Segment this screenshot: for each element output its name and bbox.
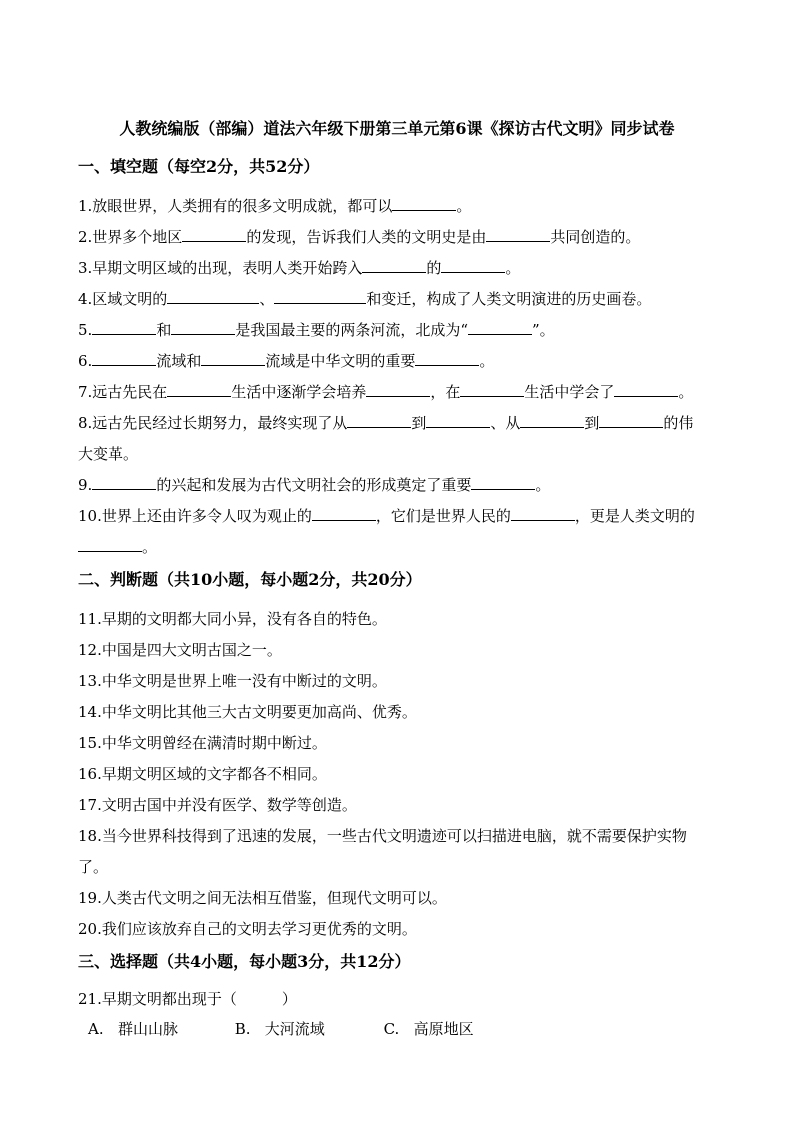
- option-text: 高原地区: [413, 1020, 474, 1038]
- question-text: 生活中逐渐学会培养: [231, 383, 367, 401]
- question-text: 。: [142, 538, 158, 556]
- question-text: 1.放眼世界，人类拥有的很多文明成就，都可以: [78, 197, 393, 215]
- answer-blank[interactable]: [312, 506, 376, 521]
- answer-blank[interactable]: [468, 320, 532, 335]
- question-text: 流域和: [156, 352, 202, 370]
- question-text: 3.早期文明区域的出现，表明人类开始跨入: [78, 259, 363, 277]
- judge-question: 18.当今世界科技得到了迅速的发展，一些古代文明遗迹可以扫描进电脑，就不需要保护实物: [78, 827, 687, 845]
- question-text: 8.远古先民经过长期努力，最终实现了从: [78, 414, 348, 432]
- question-text: 流域是中华文明的重要: [265, 352, 416, 370]
- page-title: 人教统编版（部编）道法六年级下册第三单元第6课《探访古代文明》同步试卷: [119, 119, 675, 138]
- question-text: 和: [156, 321, 172, 339]
- judge-question: 17.文明古国中并没有医学、数学等创造。: [78, 796, 357, 814]
- question-text: 的: [426, 259, 442, 277]
- answer-blank[interactable]: [92, 475, 156, 490]
- question-10: [78, 505, 695, 526]
- question-10-continued: [78, 536, 157, 557]
- question-7: [78, 381, 693, 402]
- question-text: 是我国最主要的两条河流，北成为“: [235, 321, 468, 339]
- question-text: 的伟: [663, 414, 694, 432]
- question-text: 。: [678, 383, 694, 401]
- section-heading-judge: 二、判断题（共10小题，每小题2分，共20分）: [78, 570, 422, 589]
- option-text: 大河流域: [264, 1020, 325, 1038]
- answer-blank[interactable]: [167, 289, 259, 304]
- question-text: 。: [456, 197, 472, 215]
- question-text: 2.世界多个地区: [78, 228, 183, 246]
- question-5: [78, 319, 555, 340]
- question-text: 共同创造的。: [550, 228, 641, 246]
- answer-blank[interactable]: [520, 413, 584, 428]
- question-text: 10.世界上还由许多令人叹为观止的: [78, 507, 312, 525]
- answer-blank[interactable]: [392, 196, 456, 211]
- answer-blank[interactable]: [614, 382, 678, 397]
- answer-blank[interactable]: [182, 227, 246, 242]
- answer-blank[interactable]: [366, 382, 430, 397]
- question-8-continued: 大变革。: [78, 445, 139, 463]
- question-text: 。: [535, 476, 551, 494]
- answer-blank[interactable]: [511, 506, 575, 521]
- judge-question: 19.人类古代文明之间无法相互借鉴，但现代文明可以。: [78, 889, 447, 907]
- answer-blank[interactable]: [274, 289, 366, 304]
- judge-question: 16.早期文明区域的文字都各不相同。: [78, 765, 327, 783]
- answer-blank[interactable]: [415, 351, 479, 366]
- section-heading-choice: 三、选择题（共4小题，每小题3分，共12分）: [78, 952, 411, 971]
- question-text: 、从: [490, 414, 521, 432]
- judge-question: 13.中华文明是世界上唯一没有中断过的文明。: [78, 672, 387, 690]
- answer-blank[interactable]: [441, 258, 505, 273]
- choice-options: [88, 1018, 474, 1039]
- judge-question: 15.中华文明曾经在满清时期中断过。: [78, 734, 327, 752]
- question-6: [78, 350, 494, 371]
- option-b[interactable]: [235, 1018, 379, 1039]
- section-heading-fill: 一、填空题（每空2分，共52分）: [78, 157, 320, 176]
- question-text: 和变迁，构成了人类文明演进的历史画卷。: [366, 290, 652, 308]
- answer-blank[interactable]: [92, 320, 156, 335]
- answer-blank[interactable]: [201, 351, 265, 366]
- question-2: [78, 226, 640, 247]
- question-text: 的发现，告诉我们人类的文明史是由: [246, 228, 487, 246]
- question-1: [78, 195, 471, 216]
- answer-blank[interactable]: [78, 537, 142, 552]
- answer-blank[interactable]: [92, 351, 156, 366]
- question-text: ，在: [430, 383, 461, 401]
- question-text: 到: [584, 414, 600, 432]
- option-text: 群山山脉: [118, 1020, 179, 1038]
- answer-blank[interactable]: [599, 413, 663, 428]
- judge-question: 14.中华文明比其他三大古文明要更加高尚、优秀。: [78, 703, 417, 721]
- question-text: ，它们是世界人民的: [375, 507, 511, 525]
- answer-blank[interactable]: [362, 258, 426, 273]
- answer-blank[interactable]: [426, 413, 490, 428]
- option-letter: A.: [88, 1020, 104, 1038]
- question-8: [78, 412, 693, 433]
- answer-blank[interactable]: [171, 320, 235, 335]
- answer-blank[interactable]: [347, 413, 411, 428]
- question-text: 7.远古先民在: [78, 383, 168, 401]
- question-text: 9.: [78, 476, 93, 494]
- question-text: 到: [411, 414, 427, 432]
- question-9: [78, 474, 550, 495]
- question-text: ，更是人类文明的: [574, 507, 695, 525]
- question-text: ”。: [532, 321, 555, 339]
- question-text: 。: [505, 259, 521, 277]
- answer-blank[interactable]: [486, 227, 550, 242]
- option-a[interactable]: [88, 1018, 230, 1039]
- question-text: 的兴起和发展为古代文明社会的形成奠定了重要: [156, 476, 472, 494]
- answer-blank[interactable]: [167, 382, 231, 397]
- option-letter: B.: [234, 1020, 251, 1038]
- question-text: 。: [479, 352, 495, 370]
- option-letter: C.: [383, 1020, 400, 1038]
- question-3: [78, 257, 520, 278]
- question-text: 生活中学会了: [524, 383, 615, 401]
- judge-question: 20.我们应该放弃自己的文明去学习更优秀的文明。: [78, 920, 417, 938]
- judge-question: 11.早期的文明都大同小异，没有各自的特色。: [78, 610, 387, 628]
- question-4: [78, 288, 651, 309]
- judge-question-continued: 了。: [78, 858, 109, 876]
- question-text: 4.区域文明的: [78, 290, 168, 308]
- answer-blank[interactable]: [471, 475, 535, 490]
- answer-blank[interactable]: [460, 382, 524, 397]
- question-text: 5.: [78, 321, 93, 339]
- question-text: 、: [259, 290, 275, 308]
- option-c[interactable]: [384, 1018, 474, 1039]
- judge-question: 12.中国是四大文明古国之一。: [78, 641, 282, 659]
- choice-question-21: 21.早期文明都出现于（ ）: [78, 990, 297, 1008]
- question-text: 6.: [78, 352, 93, 370]
